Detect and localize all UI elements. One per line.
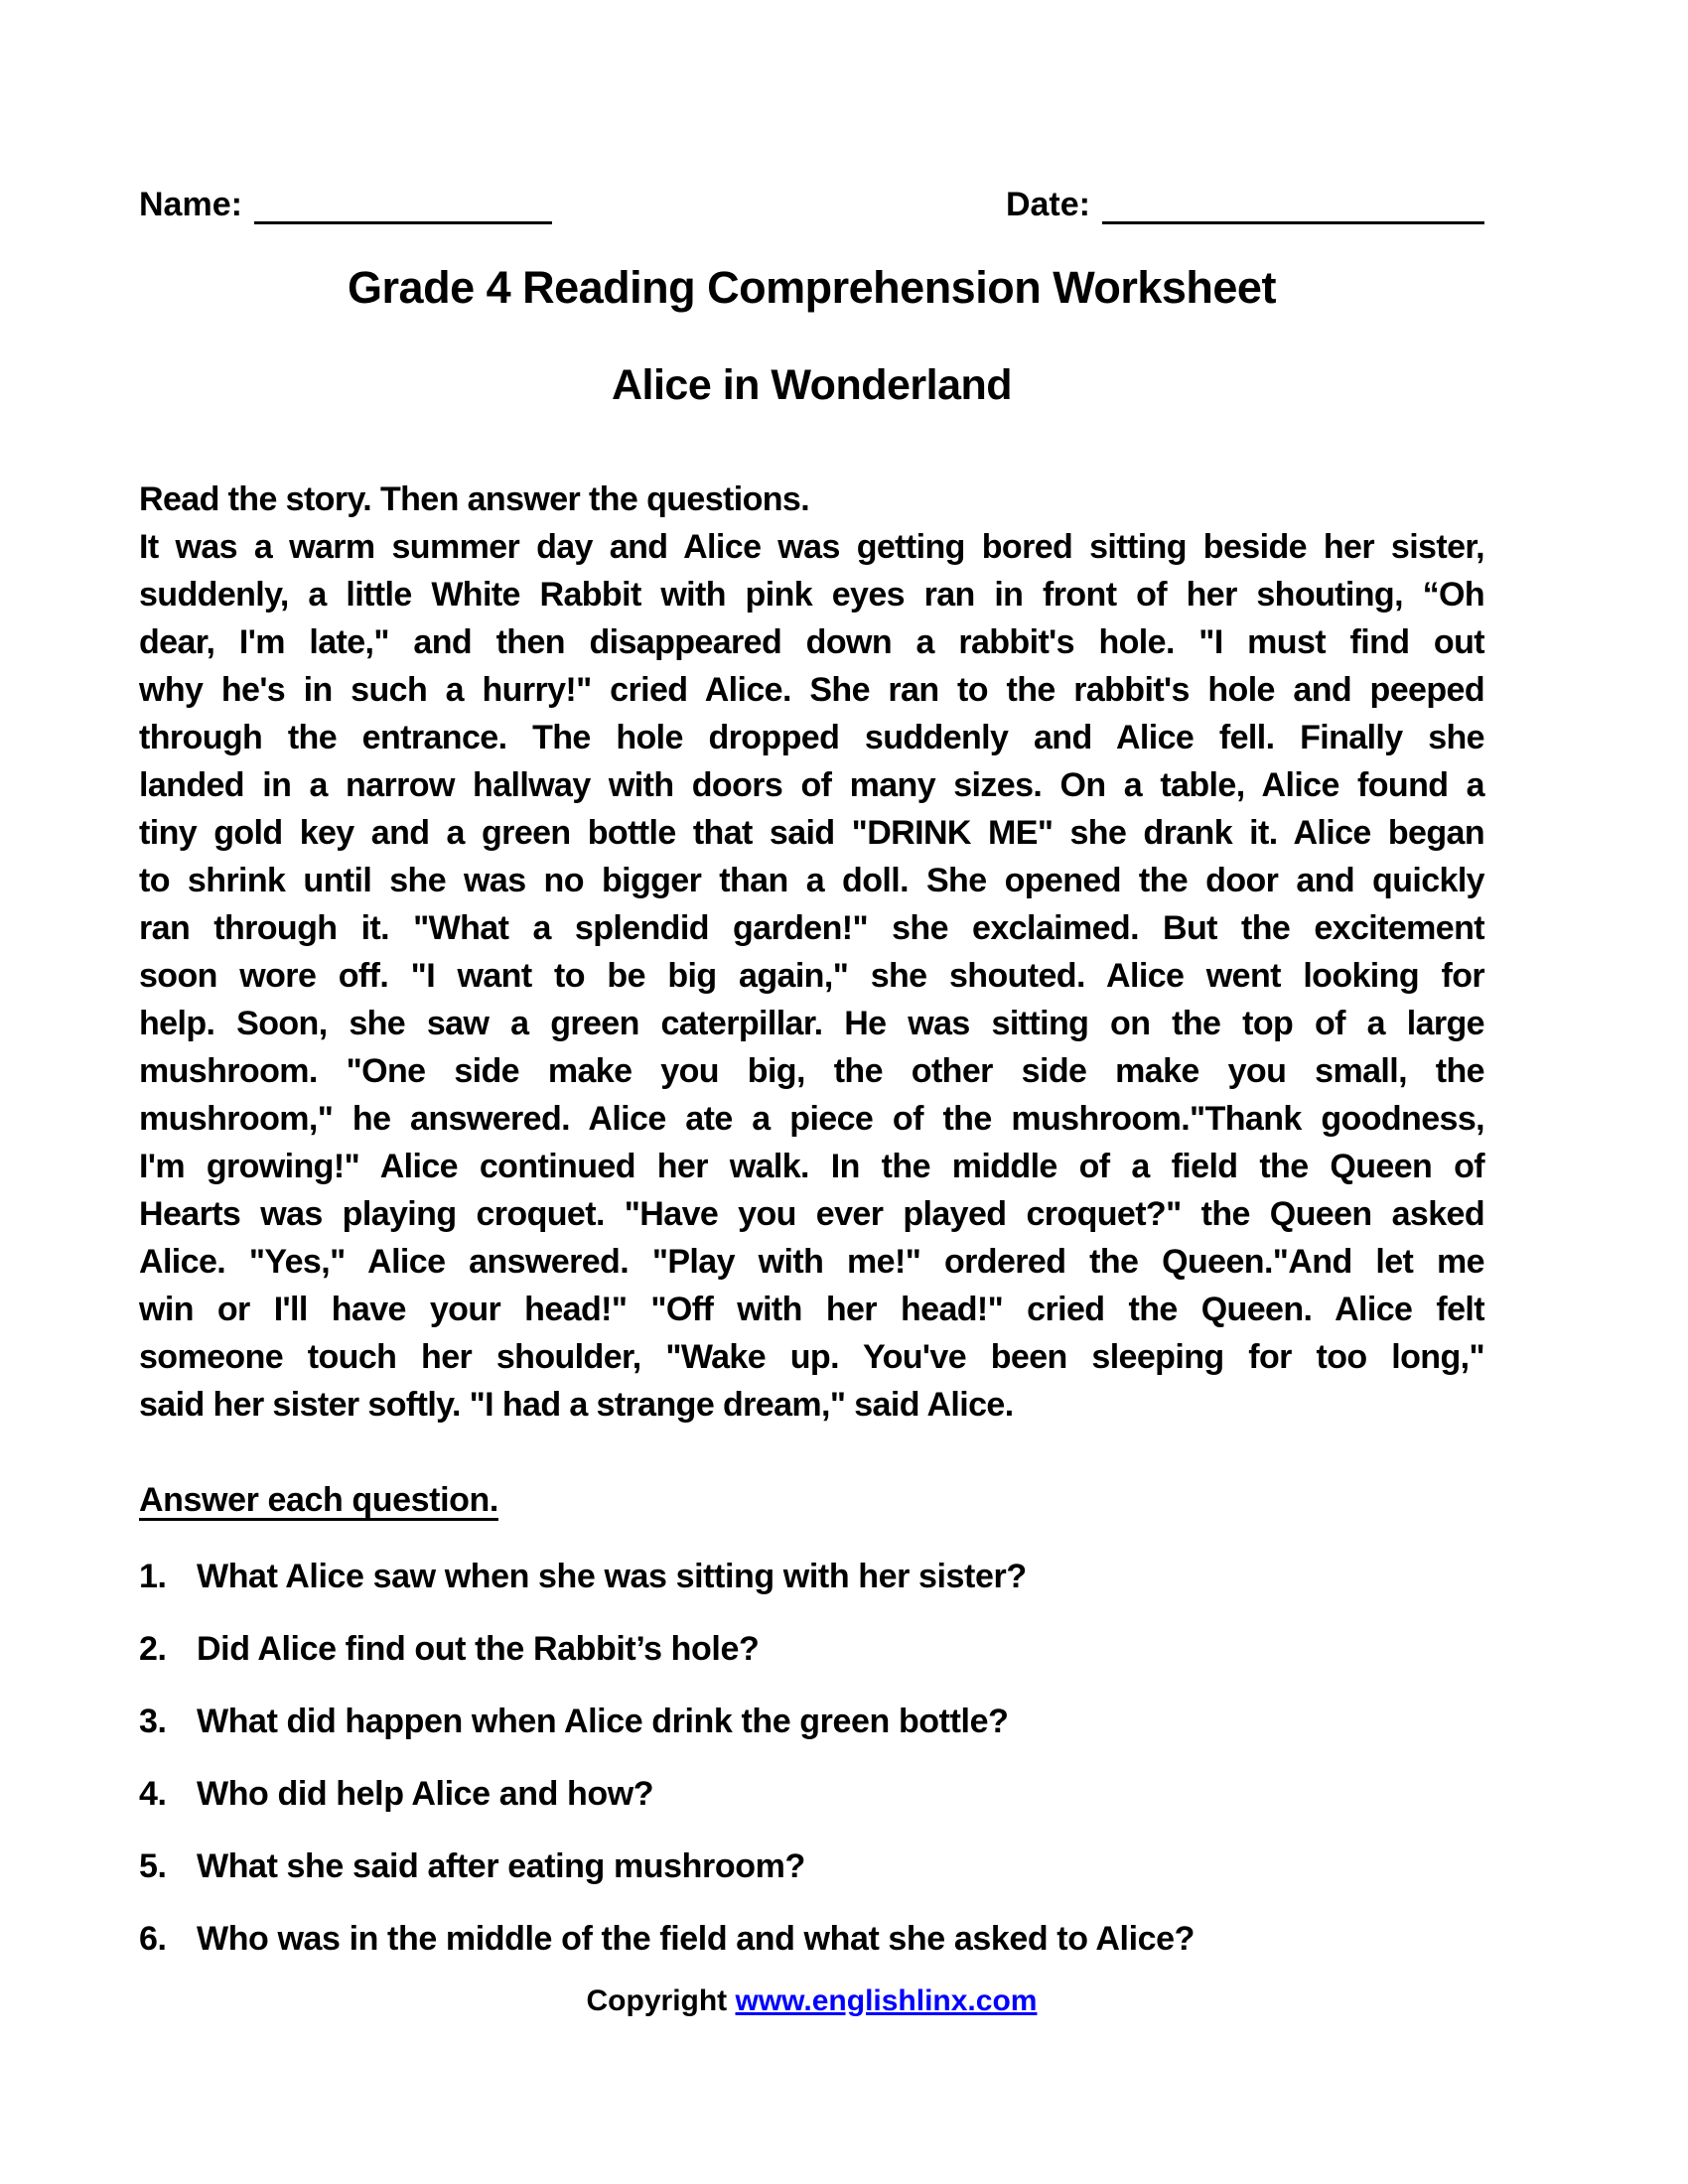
header-row [139,184,1484,224]
page-title: Grade 4 Reading Comprehension Worksheet [348,262,1276,313]
story-line: tiny gold key and a green bottle that said "DRINK ME" she drank it. Alice began [139,814,1484,852]
date-blank-line[interactable] [1102,184,1484,224]
question-number: 3. [139,1703,167,1740]
story-line: I'm growing!" Alice continued her walk. In the middle of a field the Queen of [139,1148,1484,1185]
question-text: What she said after eating mushroom? [197,1847,805,1885]
story-line: mushroom," he answered. Alice ate a piece of the mushroom."Thank goodness, [139,1100,1484,1138]
story-line: soon wore off. "I want to be big again," she shouted. Alice went looking for [139,957,1484,995]
question-item [139,1917,1484,1961]
footer [139,1984,1484,2018]
question-number: 2. [139,1630,167,1668]
story-lines [139,523,1484,1429]
question-number: 5. [139,1847,167,1885]
copyright-label: Copyright [586,1984,728,2017]
name-blank-line[interactable] [254,184,552,224]
question-text: Who was in the middle of the field and what she asked to Alice? [197,1920,1196,1958]
copyright-link[interactable]: www.englishlinx.com [735,1984,1038,2017]
question-number: 1. [139,1558,167,1595]
story-line: said her sister softly. "I had a strange dream," said Alice. [139,1386,1014,1424]
question-text: Did Alice find out the Rabbit’s hole? [197,1630,760,1668]
story-paragraph [139,476,1484,1429]
story-line: to shrink until she was no bigger than a doll. She opened the door and quickly [139,862,1484,899]
story-line: landed in a narrow hallway with doors of many sizes. On a table, Alice found a [139,766,1484,804]
story-line: Hearts was playing croquet. "Have you ever played croquet?" the Queen asked [139,1195,1484,1233]
story-line: someone touch her shoulder, "Wake up. You've been sleeping for too long," [139,1338,1484,1376]
question-item [139,1700,1484,1743]
instruction-line: Read the story. Then answer the questions. [139,480,810,518]
date-label: Date: [1005,186,1090,223]
story-line: ran through it. "What a splendid garden!" she exclaimed. But the excitement [139,909,1484,947]
question-item [139,1555,1484,1598]
story-line: It was a warm summer day and Alice was getting bored sitting beside her sister, [139,528,1484,566]
story-title: Alice in Wonderland [611,361,1013,409]
answers-section [139,1478,1484,1961]
story-line: through the entrance. The hole dropped suddenly and Alice fell. Finally she [139,719,1484,756]
story-line: why he's in such a hurry!" cried Alice. She ran to the rabbit's hole and peeped [139,671,1484,709]
questions-heading: Answer each question. [139,1481,498,1519]
question-item [139,1627,1484,1671]
story-line: mushroom. "One side make you big, the other side make you small, the [139,1052,1484,1090]
question-text: What Alice saw when she was sitting with her sister? [197,1558,1027,1595]
question-number: 4. [139,1775,167,1813]
name-field [139,184,552,224]
story-line: dear, I'm late," and then disappeared down a rabbit's hole. "I must find out [139,623,1484,661]
name-label: Name: [139,186,242,223]
date-field [1006,184,1484,224]
story-line: Alice. "Yes," Alice answered. "Play with me!" ordered the Queen."And let me [139,1243,1484,1281]
questions-list [139,1555,1484,1961]
story-line: suddenly, a little White Rabbit with pink eyes ran in front of her shouting, “Oh [139,576,1484,614]
question-number: 6. [139,1920,167,1958]
story-line: win or I'll have your head!" "Off with her head!" cried the Queen. Alice felt [139,1291,1484,1328]
question-item [139,1772,1484,1816]
question-text: What did happen when Alice drink the green bottle? [197,1703,1009,1740]
question-text: Who did help Alice and how? [197,1775,654,1813]
question-item [139,1844,1484,1888]
story-line: help. Soon, she saw a green caterpillar. He was sitting on the top of a large [139,1005,1484,1042]
